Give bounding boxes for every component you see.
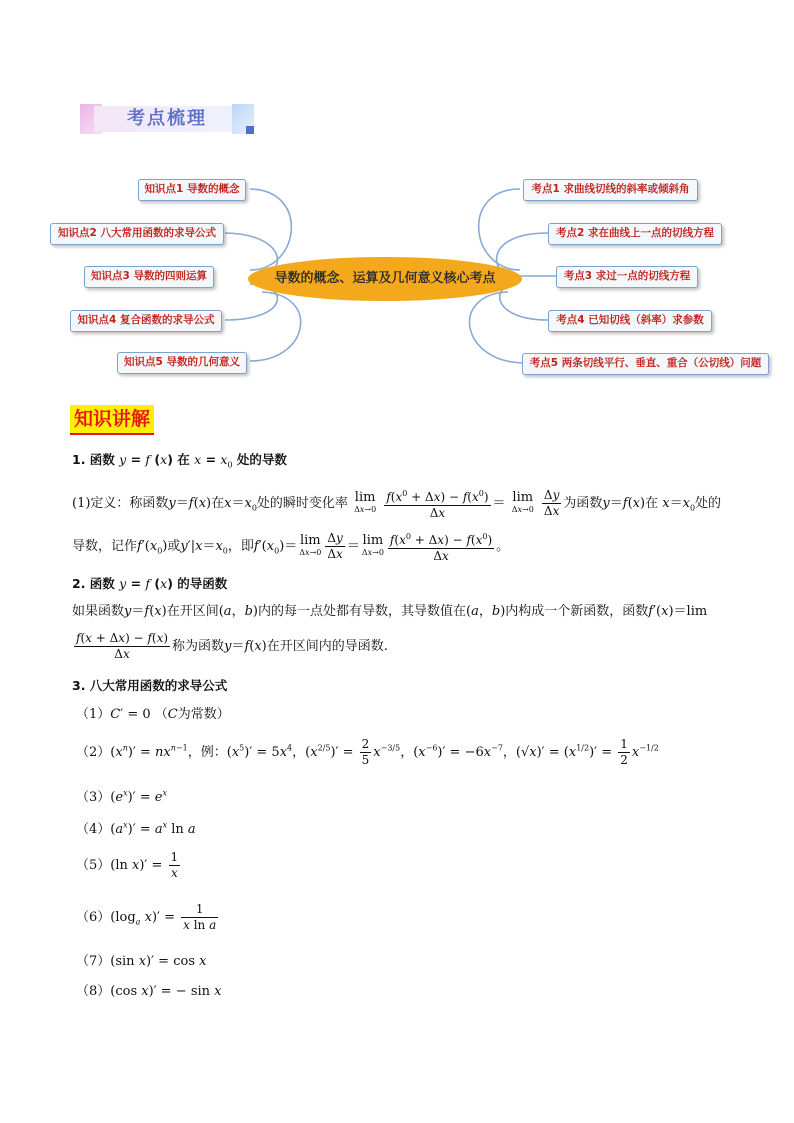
derivative-definition-line-1: (1)定义：称函数y＝f(x)在$x=x_0$处的瞬时变化率 lim Δx→0 $\frac{f(x^0 + \Delta x) - f(x^0)}{\Delta x}$ ＝ lim Δx→0 $\frac{\Delta y}{\Delta x}$ 为函数y＝f(x)在 $x=x_0$处的 bbox=[72, 488, 722, 520]
section-header-badge bbox=[80, 104, 254, 134]
one-over-x-ln-a: $\frac{1}{\text{x ln a}}$ bbox=[183, 902, 217, 932]
dy-over-dx: $\frac{\Delta y}{\Delta x}$ bbox=[543, 488, 560, 518]
formula-1: （1）C′ = 0 （C为常数） bbox=[76, 707, 230, 722]
formula-2: $(2)(x^n)' = nx^{n-1}$，例：$(x^5)' = 5x^4$，$(x^{2/5})'$ = $\frac{2}{5}$ $x^{-3/5}$，$(x^{-6})' = -6x^{-7}$，$(√x)' = (x^{1/2})'$ = $\frac{1}{2}$ $x^{-1/2}$ bbox=[76, 737, 659, 767]
derived-function-text-2: 在开区间 bbox=[166, 604, 219, 619]
notation-that-is: ，即 bbox=[227, 539, 254, 554]
formula-6: $(6)(\log_a$ x)′ = $\frac{1}{\text{x ln a}}$ bbox=[76, 902, 217, 932]
formula-3: $(3)(e^x)' = e^x$ bbox=[76, 788, 167, 805]
formula-8: （8）(cos x)′ = − sin x bbox=[76, 984, 222, 999]
limit-operator-2: lim Δx→0 bbox=[511, 489, 534, 514]
derived-function-quotient: $\frac{f(x + \Delta x) - f(x)}{\Delta x}$ bbox=[76, 631, 169, 661]
formula-5: （5）(ln x)′ = $\frac{1}{x}$ bbox=[76, 850, 179, 880]
formula-3-label: （3） bbox=[76, 790, 111, 805]
formula-7: （7）(sin x)′ = cos x bbox=[76, 954, 207, 969]
formula-5-label: （5） bbox=[76, 858, 111, 873]
mind-map bbox=[0, 170, 794, 390]
mind-map-left-node-2: 知识点2 八大常用函数的求导公式 bbox=[50, 223, 224, 245]
mind-map-left-node-4: 知识点4 复合函数的求导公式 bbox=[70, 310, 222, 332]
formula-7-label: （7） bbox=[76, 954, 111, 969]
definition-mid-2: 在 bbox=[645, 496, 659, 511]
mind-map-right-node-2: 考点2 求在曲线上一点的切线方程 bbox=[548, 223, 722, 245]
section-3-title: 3. 八大常用函数的求导公式 bbox=[72, 678, 228, 693]
section-1-title: 1. 函数 y = f (x) 在 $x = x_0$ 处的导数 bbox=[72, 452, 287, 470]
formula-8-label: （8） bbox=[76, 984, 111, 999]
definition-rate-text: 处的瞬时变化率 bbox=[256, 496, 348, 511]
mind-map-right-node-5: 考点5 两条切线平行、垂直、重合（公切线）问题 bbox=[522, 353, 769, 375]
limit-operator-4: lim Δx→0 bbox=[361, 532, 384, 557]
derived-function-line-2: $\frac{f(x + \Delta x) - f(x)}{\Delta x}$ 称为函数y＝f(x)在开区间内的导函数. bbox=[76, 631, 388, 661]
dy-over-dx-2: $\frac{\Delta y}{\Delta x}$ bbox=[327, 531, 343, 561]
formula-2-example-label: ，例： bbox=[187, 745, 227, 760]
one-half: $\frac{1}{2}$ bbox=[620, 737, 628, 767]
section-2-suffix: 的导函数 bbox=[177, 576, 228, 591]
mind-map-left-node-1: 知识点1 导数的概念 bbox=[138, 179, 246, 201]
knowledge-heading: 知识讲解 bbox=[70, 405, 154, 435]
limit-operator: lim Δx→0 bbox=[354, 489, 377, 514]
limit-operator-3: lim Δx→0 bbox=[299, 532, 322, 557]
mind-map-right-node-4: 考点4 已知切线（斜率）求参数 bbox=[548, 310, 712, 332]
mind-map-left-node-5: 知识点5 导数的几何意义 bbox=[117, 352, 247, 374]
notation-intro: 导数，记作 bbox=[72, 539, 138, 554]
formula-1-label: （1） bbox=[76, 707, 111, 722]
mind-map-left-node-3: 知识点3 导数的四则运算 bbox=[84, 266, 214, 288]
formula-4: $(4)(a^x)' = a^x$ ln a bbox=[76, 820, 196, 837]
section-header-title: 考点梳理 bbox=[127, 108, 207, 129]
derived-function-line-1: 如果函数y＝f(x)在开区间(a，b)内的每一点处都有导数，其导数值在(a，b)内构成一个新函数，函数f′(x)＝lim bbox=[72, 604, 708, 619]
definition-end: 为函数 bbox=[563, 496, 603, 511]
definition-mid: 在 bbox=[211, 496, 225, 511]
section-1-suffix: 处的导数 bbox=[236, 452, 287, 467]
derived-function-text-6: 在开区间内的导函数. bbox=[266, 639, 388, 654]
mind-map-center-topic: 导数的概念、运算及几何意义核心考点 bbox=[248, 257, 522, 301]
derived-function-text-3: 内的每一点处都有导数，其导数值在 bbox=[257, 604, 466, 619]
section-1-prefix: 1. 函数 bbox=[72, 452, 115, 467]
formula-2-label: （2） bbox=[76, 745, 111, 760]
derivative-definition-line-2: 导数，记作$f'(x_0)$或$y'|x=x_0$，即$f'(x_0)=$ lim Δx→0 $\frac{\Delta y}{\Delta x}$ ＝ lim Δx→0 $\frac{f(x^0 + \Delta x) - f(x^0)}{\Delta x}$ 。 bbox=[72, 531, 510, 563]
definition-end-2: 处的 bbox=[695, 496, 722, 511]
difference-quotient: $\frac{f(x^0 + \Delta x) - f(x^0)}{\Delta x}$ bbox=[384, 486, 490, 521]
derived-function-text-1: 如果函数 bbox=[72, 604, 125, 619]
definition-label: (1)定义：称函数 bbox=[72, 496, 169, 511]
section-2-prefix: 2. 函数 bbox=[72, 576, 115, 591]
difference-quotient-2: $\frac{f(x^0 + \Delta x) - f(x^0)}{\Delta x}$ bbox=[388, 529, 494, 564]
notation-or: 或 bbox=[167, 539, 181, 554]
formula-1-note-open: （ bbox=[154, 707, 168, 722]
section-2-title: 2. 函数 y = f (x) 的导函数 bbox=[72, 576, 228, 591]
two-fifths: $\frac{2}{5}$ bbox=[361, 737, 370, 767]
formula-1-note: 为常数） bbox=[177, 707, 230, 722]
one-over-x: $\frac{1}{x}$ bbox=[170, 850, 179, 880]
mind-map-right-node-1: 考点1 求曲线切线的斜率或倾斜角 bbox=[523, 179, 698, 201]
mind-map-right-node-3: 考点3 求过一点的切线方程 bbox=[556, 266, 698, 288]
section-1-middle: 在 bbox=[177, 452, 190, 467]
formula-4-label: （4） bbox=[76, 822, 111, 837]
derived-function-text-4: 内构成一个新函数，函数 bbox=[505, 604, 649, 619]
formula-6-label: （6） bbox=[76, 910, 111, 925]
derived-function-text-5: 称为函数 bbox=[172, 639, 225, 654]
